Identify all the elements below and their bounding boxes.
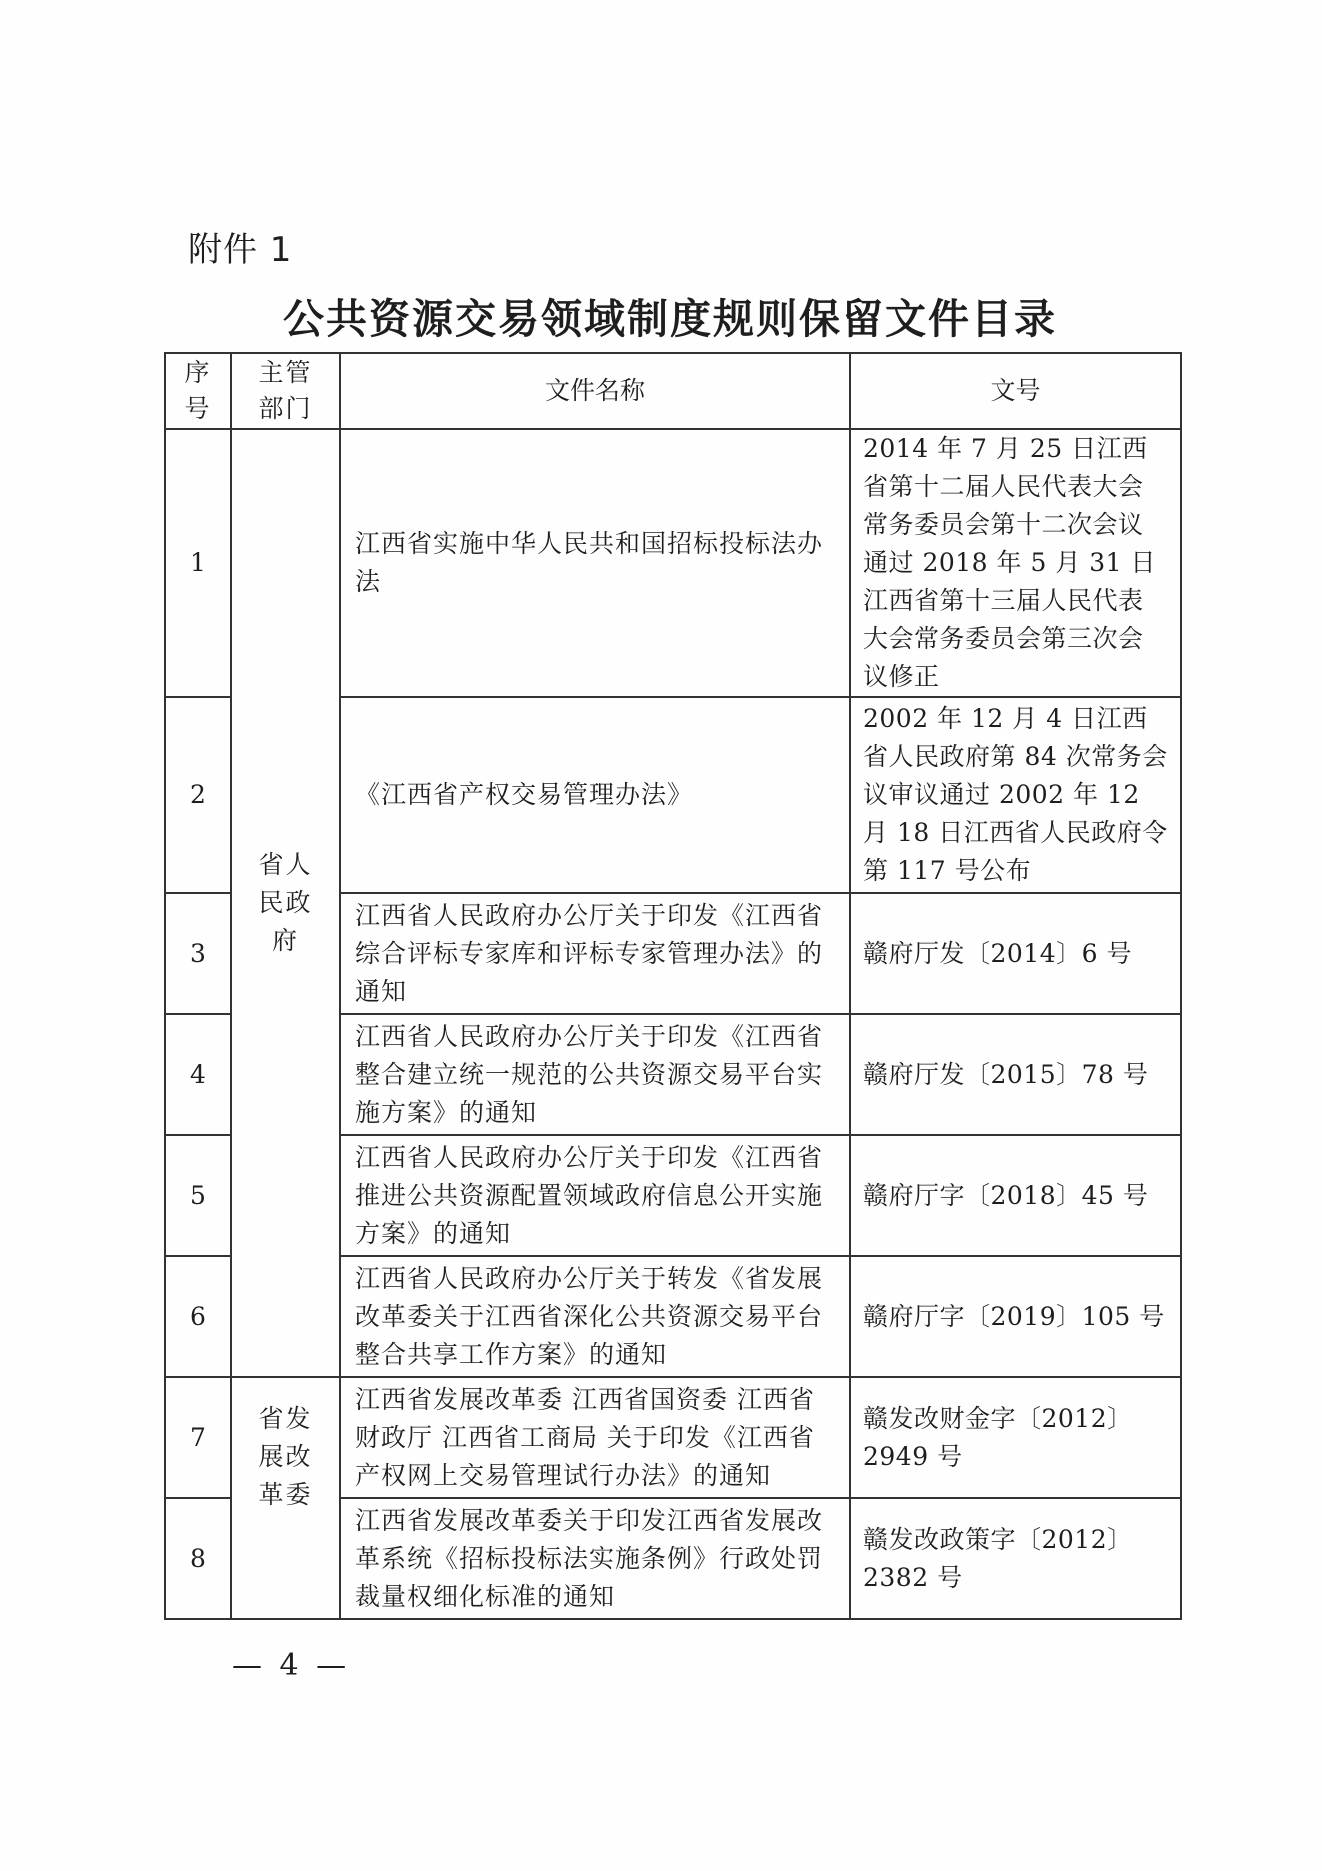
row-name: 江西省发展改革委 江西省国资委 江西省财政厅 江西省工商局 关于印发《江西省产权网上交易管理试行办法》的通知 [340, 1377, 850, 1498]
dept-name: 省人民政府 [258, 850, 313, 955]
row-name: 江西省人民政府办公厅关于印发《江西省推进公共资源配置领域政府信息公开实施方案》的通知 [340, 1135, 850, 1256]
dept-name: 省发展改革委 [258, 1404, 313, 1509]
header-doc-no: 文号 [850, 353, 1181, 429]
header-dept: 主管部门 [231, 353, 340, 429]
catalog-table [164, 352, 1182, 1620]
row-name: 江西省人民政府办公厅关于印发《江西省整合建立统一规范的公共资源交易平台实施方案》的通知 [340, 1014, 850, 1135]
row-doc-no: 赣府厅发〔2014〕6 号 [850, 893, 1181, 1014]
dept-cell [231, 1377, 340, 1619]
table-header-row [165, 353, 1181, 429]
row-name: 江西省人民政府办公厅关于印发《江西省综合评标专家库和评标专家管理办法》的通知 [340, 893, 850, 1014]
row-seq: 3 [165, 893, 231, 1014]
row-seq: 6 [165, 1256, 231, 1377]
row-seq: 2 [165, 697, 231, 893]
page-number: — 4 — [232, 1648, 351, 1683]
page-title: 公共资源交易领域制度规则保留文件目录 [283, 295, 1057, 343]
row-doc-no: 赣发改政策字〔2012〕2382 号 [850, 1498, 1181, 1619]
dept-cell [231, 429, 340, 1377]
row-name: 江西省发展改革委关于印发江西省发展改革系统《招标投标法实施条例》行政处罚裁量权细化标准的通知 [340, 1498, 850, 1619]
row-seq: 8 [165, 1498, 231, 1619]
row-name: 《江西省产权交易管理办法》 [340, 697, 850, 893]
row-doc-no: 赣府厅发〔2015〕78 号 [850, 1014, 1181, 1135]
header-seq: 序号 [165, 353, 231, 429]
attachment-label: 附件 1 [188, 230, 293, 270]
table-row [165, 429, 1181, 697]
row-name: 江西省人民政府办公厅关于转发《省发展改革委关于江西省深化公共资源交易平台整合共享工作方案》的通知 [340, 1256, 850, 1377]
row-seq: 1 [165, 429, 231, 697]
row-name: 江西省实施中华人民共和国招标投标法办法 [340, 429, 850, 697]
table-row [165, 1377, 1181, 1498]
row-doc-no: 赣府厅字〔2018〕45 号 [850, 1135, 1181, 1256]
row-seq: 7 [165, 1377, 231, 1498]
row-doc-no: 赣府厅字〔2019〕105 号 [850, 1256, 1181, 1377]
row-doc-no: 赣发改财金字〔2012〕2949 号 [850, 1377, 1181, 1498]
row-doc-no: 2002 年 12 月 4 日江西省人民政府第 84 次常务会议审议通过 2002 年 12 月 18 日江西省人民政府令第 117 号公布 [850, 697, 1181, 893]
header-name: 文件名称 [340, 353, 850, 429]
row-seq: 5 [165, 1135, 231, 1256]
row-doc-no: 2014 年 7 月 25 日江西省第十二届人民代表大会常务委员会第十二次会议通过 2018 年 5 月 31 日江西省第十三届人民代表大会常务委员会第三次会议修正 [850, 429, 1181, 697]
row-seq: 4 [165, 1014, 231, 1135]
